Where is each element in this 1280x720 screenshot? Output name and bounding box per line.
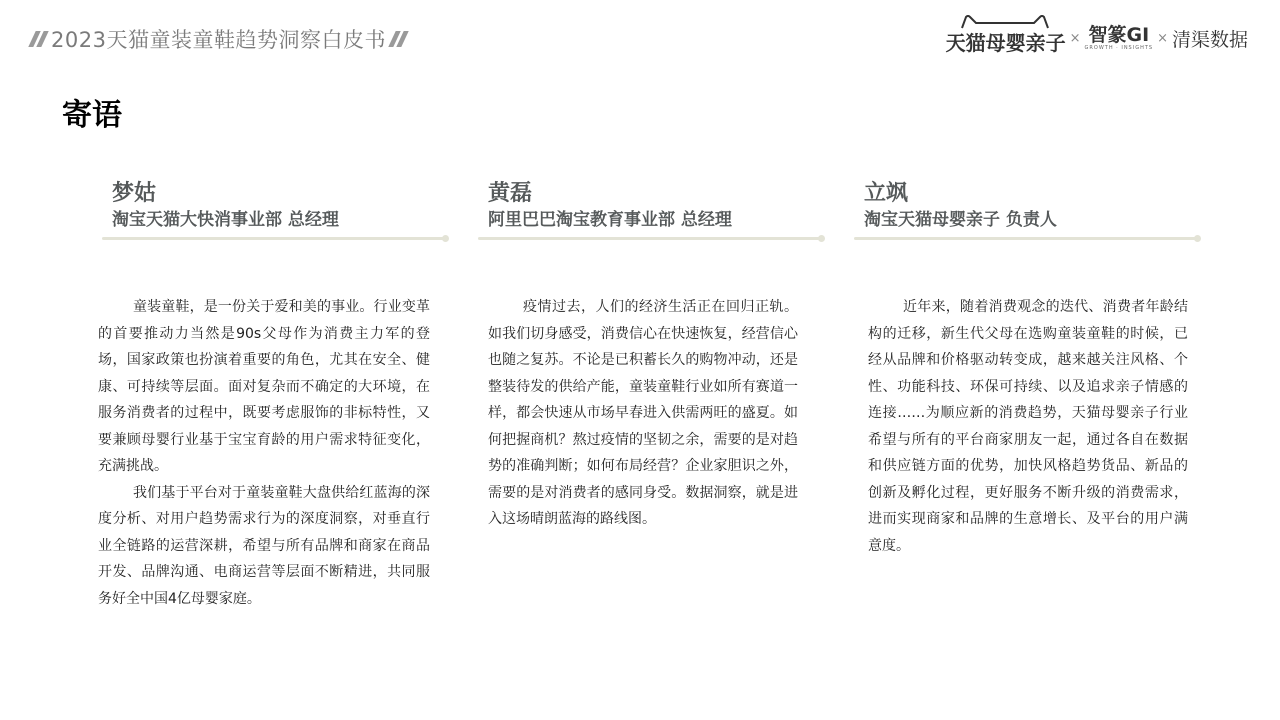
tmall-baby-logo [946,21,1066,56]
message-text [488,294,798,533]
author-role: 淘宝天猫大快消事业部 总经理 [112,210,339,230]
document-header [32,24,405,54]
tmall-cat-ears-icon [960,15,1050,29]
slash-decoration-icon [32,31,45,47]
section-title: 寄语 [62,98,122,133]
divider-line [102,237,446,240]
divider-line [854,237,1198,240]
qingqu-logo: 清渠数据 [1171,28,1248,51]
message-text [868,294,1188,559]
logo-separator: × [1069,30,1081,46]
gi-logo [1085,25,1154,51]
message-paragraph: 我们基于平台对于童装童鞋大盘供给红蓝海的深度分析、对用户趋势需求行为的深度洞察，对垂直行业全链路的运营深耕，希望与所有品牌和商家在商品开发、品牌沟通、电商运营等层面不断精进，共同服务好全中国4亿母婴家庭。 [98,484,430,607]
message-paragraph: 童装童鞋，是一份关于爱和美的事业。行业变革的首要推动力当然是90s父母作为消费主力军的登场，国家政策也扮演着重要的角色，尤其在安全、健康、可持续等层面。面对复杂而不确定的大环境，在服务消费者的过程中，既要考虑服饰的非标特性，又要兼顾母婴行业基于宝宝育龄的用户需求特征变化，充满挑战。 [98,299,430,474]
slash-decoration-icon [392,31,405,47]
message-paragraph: 疫情过去，人们的经济生活正在回归正轨。如我们切身感受，消费信心在快速恢复，经营信心也随之复苏。不论是已积蓄长久的购物冲动，还是整装待发的供给产能，童装童鞋行业如所有赛道一样，都会快速从市场早春进入供需两旺的盛夏。如何把握商机？熬过疫情的坚韧之余，需要的是对趋势的准确判断；如何布局经营？企业家胆识之外，需要的是对消费者的感同身受。数据洞察，就是进入这场晴朗蓝海的路线图。 [488,299,798,527]
author-name: 立飒 [864,181,909,206]
author-header [488,180,732,232]
author-name: 梦姑 [112,181,157,206]
divider-line [478,237,822,240]
partner-logos [946,12,1248,64]
message-paragraph: 近年来，随着消费观念的迭代、消费者年龄结构的迁移，新生代父母在选购童装童鞋的时候，已经从品牌和价格驱动转变成，越来越关注风格、个性、功能科技、环保可持续、以及追求亲子情感的连接……为顺应新的消费趋势，天猫母婴亲子行业希望与所有的平台商家朋友一起，通过各自在数据和供应链方面的优势，加快风格趋势货品、新品的创新及孵化过程，更好服务不断升级的消费需求，进而实现商家和品牌的生意增长、及平台的用户满意度。 [868,299,1188,554]
author-name: 黄磊 [488,181,533,206]
author-role: 淘宝天猫母婴亲子 负责人 [864,210,1057,230]
document-title: 2023天猫童装童鞋趋势洞察白皮书 [51,28,386,52]
author-header [112,180,339,232]
gi-logo-text: 智篆GI [1088,24,1150,46]
logo-separator: × [1157,30,1168,46]
author-header [864,180,1057,232]
gi-logo-subtext: GROWTH · INSIGHTS [1084,45,1154,51]
message-text [98,294,430,612]
tmall-logo-text: 天猫母婴亲子 [945,30,1066,55]
author-role: 阿里巴巴淘宝教育事业部 总经理 [488,210,732,230]
